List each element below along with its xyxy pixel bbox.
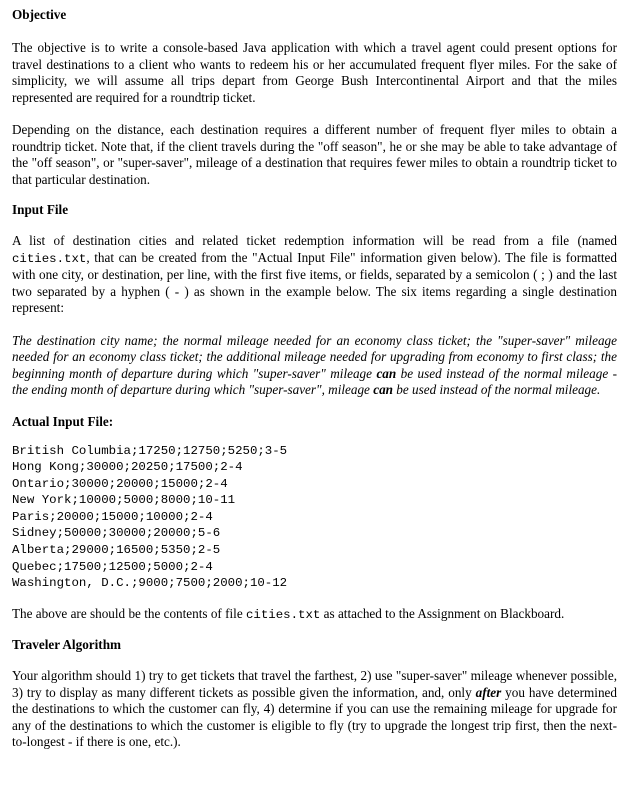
input-line: Washington, D.C.;9000;7500;2000;10-12 (12, 576, 288, 591)
objective-paragraph-1: The objective is to write a console-based Java application with which a travel agent could present options for travel destinations to a client who wants to redeem his or her accumulated frequent flyer miles. For the sake of simplicity, we will assume all trips depart from George Bush Intercontinental Airport and that the miles represented are required for a roundtrip ticket. (12, 40, 617, 105)
input-line: Quebec;17500;12500;5000;2-4 (12, 559, 213, 574)
cities-filename: cities.txt (12, 251, 87, 266)
objective-paragraph-2: Depending on the distance, each destination requires a different number of frequent flyer miles to obtain a roundtrip ticket. Note that, if the client travels during the "off season", he or she may be able to take advantage of the "off season", or "super-saver", mileage of a destination that requires fewer miles to obtain a roundtrip ticket to that particular destination. (12, 122, 617, 187)
input-line: Sidney;50000;30000;20000;5-6 (12, 526, 221, 541)
actual-input-heading: Actual Input File: (12, 413, 114, 429)
objective-heading: Objective (12, 7, 67, 22)
document-page (12, 6, 617, 751)
input-file-paragraph-1: A list of destination cities and related ticket redemption information will be read from a file (named cities.txt, that can be created from the "Actual Input File" information given below). The file is formatted with one city, or destination, per line, with the first five items, or fields, separated by a semicolon ( ; ) and the last two separated by a hyphen ( - ) as shown in the example below. The six items regarding a single destination represent: (12, 233, 617, 315)
traveler-algorithm-paragraph: Your algorithm should 1) try to get tickets that travel the farthest, 2) use "super-saver" mileage whenever possible, 3) try to display as many different tickets as possible given the information, and, only after you have determined the destinations to which the customer can fly, 4) determine if you can use the remaining mileage for upgrade for any of the destinations to which the customer is eligible to fly (try to upgrade the longest trip first, then the next-to-longest - if there is one, etc.). (12, 668, 617, 750)
input-line: Ontario;30000;20000;15000;2-4 (12, 476, 228, 491)
input-line: New York;10000;5000;8000;10-11 (12, 493, 236, 508)
traveler-algorithm-heading: Traveler Algorithm (12, 637, 122, 653)
cities-filename: cities.txt (246, 607, 321, 622)
input-file-note: The above are should be the contents of file cities.txt as attached to the Assignment on Blackboard. (12, 605, 565, 622)
input-line: British Columbia;17250;12750;5250;3-5 (12, 443, 288, 458)
input-line: Hong Kong;30000;20250;17500;2-4 (12, 460, 243, 475)
input-line: Paris;20000;15000;10000;2-4 (12, 509, 213, 524)
input-file-field-description: The destination city name; the normal mileage needed for an economy class ticket; the "super-saver" mileage needed for an economy class ticket; the additional mileage needed for upgrading from economy to first class; the beginning month of departure during which "super-saver" mileage can be used instead of the normal mileage - the ending month of departure during which "super-saver", mileage can be used instead of the normal mileage. (12, 332, 617, 397)
input-file-heading: Input File (12, 202, 69, 217)
input-line: Alberta;29000;16500;5350;2-5 (12, 543, 221, 558)
input-file-listing (12, 443, 617, 592)
